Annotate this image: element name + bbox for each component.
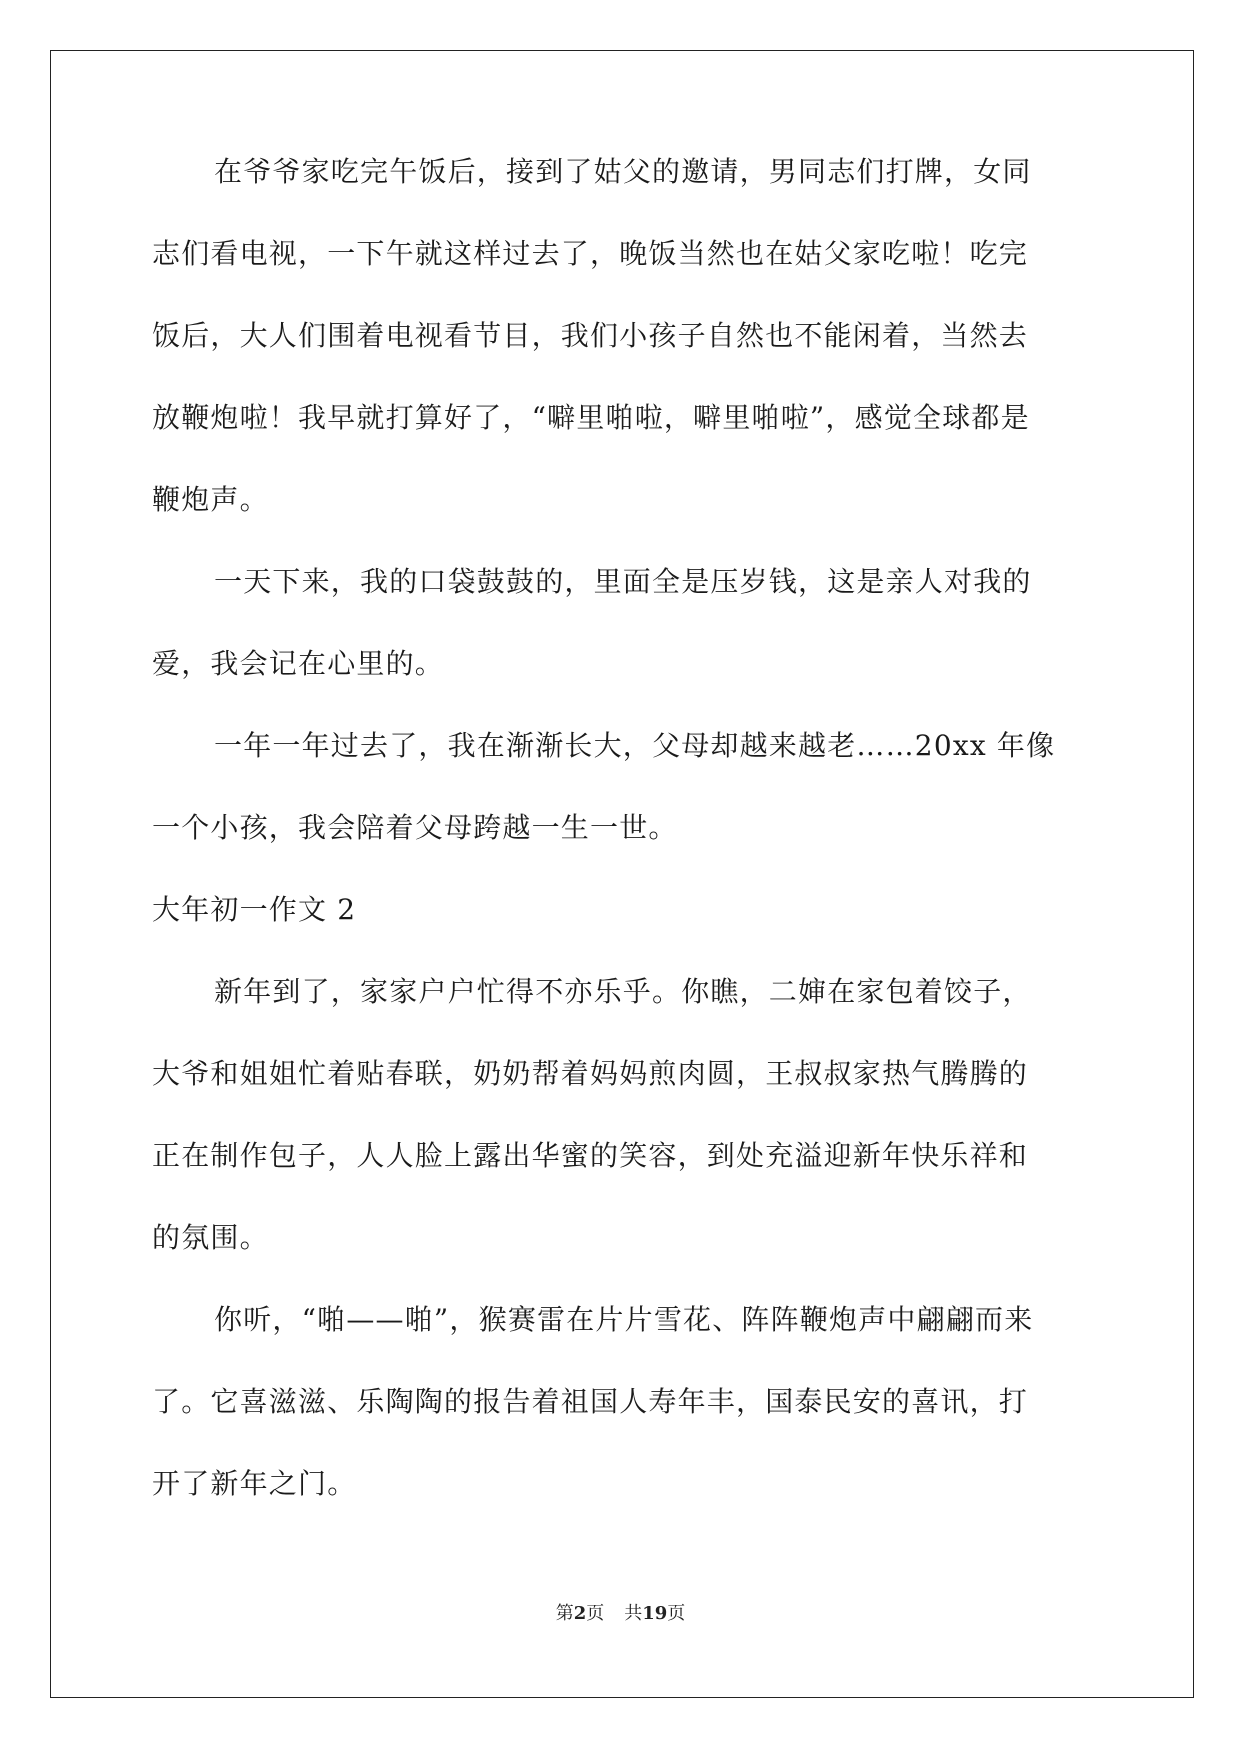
text-line: 一年一年过去了，我在渐渐长大，父母却越来越老……20xx 年像: [214, 729, 1056, 762]
text-line: 爱，我会记在心里的。: [152, 647, 445, 680]
current-page-number: 2: [573, 1603, 587, 1624]
text-line: 放鞭炮啦！我早就打算好了，“噼里啪啦，噼里啪啦”，感觉全球都是: [152, 401, 1030, 434]
text-line: 志们看电视，一下午就这样过去了，晚饭当然也在姑父家吃啦！吃完: [152, 237, 1029, 270]
paragraph: [152, 726, 1092, 848]
text-line: 你听，“啪——啪”，猴赛雷在片片雪花、阵阵鞭炮声中翩翩而来: [214, 1303, 1034, 1336]
text-line: 在爷爷家吃完午饭后，接到了姑父的邀请，男同志们打牌，女同: [214, 155, 1032, 188]
page-footer: [0, 1602, 1241, 1626]
total-suffix: 页: [667, 1603, 686, 1624]
text-line: 正在制作包子，人人脸上露出华蜜的笑容，到处充溢迎新年快乐祥和: [152, 1139, 1029, 1172]
paragraph: [152, 972, 1092, 1258]
text-line: 了。它喜滋滋、乐陶陶的报告着祖国人寿年丰，国泰民安的喜讯，打: [152, 1385, 1029, 1418]
text-line: 鞭炮声。: [152, 483, 269, 516]
page-suffix: 页: [586, 1603, 605, 1624]
text-line: 一天下来，我的口袋鼓鼓的，里面全是压岁钱，这是亲人对我的: [214, 565, 1032, 598]
page-prefix: 第: [555, 1603, 574, 1624]
text-line: 大爷和姐姐忙着贴春联，奶奶帮着妈妈煎肉圆，王叔叔家热气腾腾的: [152, 1057, 1029, 1090]
text-line: 的氛围。: [152, 1221, 269, 1254]
text-line: 新年到了，家家户户忙得不亦乐乎。你瞧，二婶在家包着饺子，: [214, 975, 1032, 1008]
section-heading: 大年初一作文 2: [152, 893, 357, 926]
text-line: 开了新年之门。: [152, 1467, 357, 1500]
total-page-number: 19: [642, 1603, 668, 1624]
text-line: 一个小孩，我会陪着父母跨越一生一世。: [152, 811, 678, 844]
paragraph: [152, 1300, 1092, 1504]
text-line: 饭后，大人们围着电视看节目，我们小孩子自然也不能闲着，当然去: [152, 319, 1029, 352]
paragraph: [152, 562, 1092, 684]
total-prefix: 共: [624, 1603, 643, 1624]
document-body: [152, 152, 1092, 1546]
paragraph: [152, 152, 1092, 520]
